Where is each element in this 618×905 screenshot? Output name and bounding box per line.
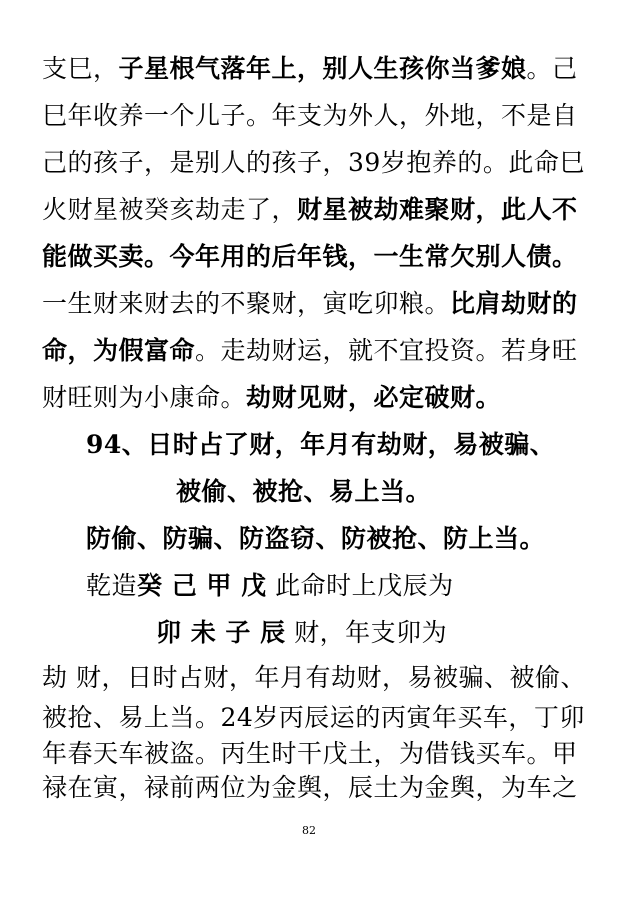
text-line (42, 737, 578, 771)
text-segment: 乾造 (86, 571, 138, 600)
bold-text-segment: 94、日时占了财，年月有劫财，易被骗、 (86, 430, 556, 459)
bold-text-segment: 被偷、被抢、易上当。 (176, 477, 432, 506)
section-heading (86, 428, 555, 462)
text-segment: 此命时上戊辰为 (266, 571, 454, 600)
text-line (42, 146, 585, 180)
text-line (42, 52, 578, 86)
text-segment: 财旺则为小康命。 (42, 383, 247, 412)
bold-text-segment: 比肩劫财的 (450, 289, 578, 318)
text-line (42, 287, 578, 321)
bold-text-segment: 子星根气落年上，别人生孩你当爹娘 (118, 54, 527, 83)
text-segment: 己的孩子，是别人的孩子，39岁抱养的。此命巳 (42, 148, 585, 177)
text-line (42, 701, 585, 735)
bold-text-segment: 卯 未 子 辰 (156, 618, 286, 647)
text-segment: 。己 (526, 54, 578, 83)
bold-text-segment: 财星被劫难聚财，此人不 (297, 195, 578, 224)
text-segment: 劫 财，日时占财，年月有劫财，易被骗、被偷、 (42, 663, 586, 692)
text-line (42, 193, 578, 227)
text-segment: 禄在寅，禄前两位为金舆，辰土为金舆，为车之 (42, 773, 578, 802)
text-segment: 。走劫财运，就不宜投资。若身旺 (195, 336, 578, 365)
bold-text-segment: 劫财见财，必定破财。 (246, 383, 502, 412)
emphasis-line (86, 522, 545, 556)
text-segment: 支巳， (42, 54, 119, 83)
text-segment: 一生财来财去的不聚财，寅吃卯粮。 (42, 289, 451, 318)
text-line (42, 334, 578, 368)
section-heading (176, 475, 431, 509)
text-segment: 年春天车被盗。丙生时干戊土，为借钱买车。甲 (42, 739, 578, 768)
bold-text-segment: 命，为假富命 (42, 336, 196, 365)
text-segment: 巳年收养一个儿子。年支为外人，外地，不是自 (42, 101, 578, 130)
chart-line (156, 616, 447, 650)
bold-text-segment: 癸 己 甲 戊 (137, 571, 267, 600)
text-segment: 财，年支卯为 (285, 618, 448, 647)
bold-text-segment: 防偷、防骗、防盗窃、防被抢、防上当。 (86, 524, 546, 553)
text-line (42, 240, 578, 274)
text-segment: 火财星被癸亥劫走了， (42, 195, 298, 224)
text-line (42, 99, 578, 133)
text-line (42, 381, 501, 415)
text-line (42, 661, 586, 695)
page-number: 82 (302, 824, 316, 837)
text-line (42, 771, 578, 805)
chart-line (86, 569, 454, 603)
text-segment: 被抢、易上当。24岁丙辰运的丙寅年买车，丁卯 (42, 703, 585, 732)
bold-text-segment: 能做买卖。今年用的后年钱，一生常欠别人债。 (42, 242, 578, 271)
